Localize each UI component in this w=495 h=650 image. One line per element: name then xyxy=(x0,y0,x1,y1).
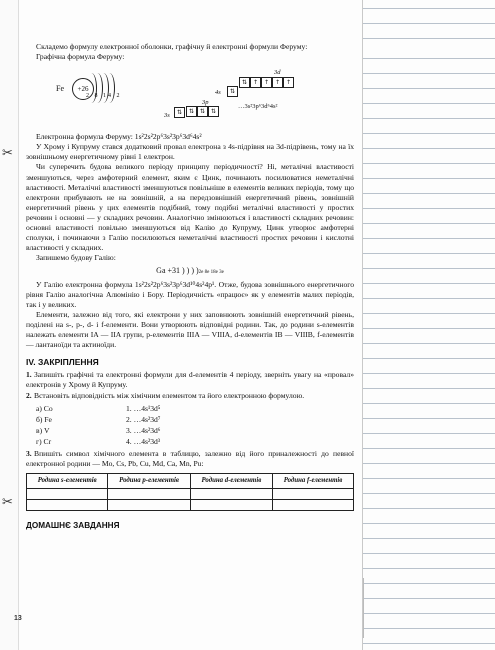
task-number: 1. xyxy=(26,370,32,380)
match-left-item: в) V xyxy=(36,425,50,435)
orbital-label-4s: 4s xyxy=(215,89,221,97)
gallium-structure: Ga +31 ) ) ) ) 2e 8e 18e 3e xyxy=(156,266,224,276)
scissors-icon: ✂ xyxy=(2,495,13,510)
electron-formula-label: Електронна формула Феруму: xyxy=(36,132,135,142)
task-1 xyxy=(26,370,354,390)
iron-diagram xyxy=(26,64,354,128)
atom-symbol: Fe xyxy=(56,84,64,94)
paragraph-gallium: У Галію електронна формула 1s²2s²2p⁶3s²3p⁶3d¹⁰4s²4p¹. Отже, будова зовнішнього енергетичного рівня Галію аналогічна Алюмінію і Бору. Періодичність «працює» як у елементів малих періодів, так і у великих. xyxy=(26,279,354,309)
matching-list xyxy=(36,404,354,447)
table-row xyxy=(27,500,354,511)
orbital-label-3p: 3p xyxy=(202,99,209,107)
table-header-row xyxy=(27,474,354,489)
table-cell[interactable] xyxy=(190,489,272,500)
task-number: 3. xyxy=(26,448,32,458)
paragraph-periodicity: Чи суперечить будова великого періоду принципу періодичності? Ні, металічні властивості зменшуються, через амфотерний елемент, яким є Цинк, починають посилюватися неметалічні властивості. Металічні властивості зменшуються повільніше в елементів великих періодів, тому що електрони прибувають не на зовнішній, а на передзовнішній енергетичний рівень, зовнішній енергетичний рівень у цих елементів подібний, тому подібні металічні властивості у простих речовин і основні — у складних речовин. Аналогічно змінюються і властивості складних речовин: основні властивості повільно зменшуються від Калію до Купруму, Цинк утворює амфотерні сполуки, і починаючи з Галію посилюються неметалічні властивості простих речовин і кислотні властивості у складних. xyxy=(26,162,354,253)
table-cell[interactable] xyxy=(190,500,272,511)
orbital-label-3s: 3s xyxy=(164,112,170,120)
main-content xyxy=(26,42,354,531)
paragraph-gallium-intro: Запишемо будову Галію: xyxy=(36,253,116,263)
table-header: Родина p-елементів xyxy=(108,474,190,489)
task-text: Впишіть символ хімічного елемента в таблицю, залежно від його приналежності до певної електронної родини — Mo, Cs, Pb, Cu, Md, Ca, Mn, Pu: xyxy=(26,448,354,468)
electron-formula: 1s²2s²2p⁶3s²3p⁶3d⁶4s² xyxy=(134,132,202,142)
table-cell[interactable] xyxy=(108,500,190,511)
task-2 xyxy=(26,391,354,401)
match-left-item: б) Fe xyxy=(36,414,52,424)
match-right-item: 1. …4s¹3d⁵ xyxy=(126,403,161,413)
orbital-cell: ⇅ xyxy=(197,106,208,117)
match-left-item: г) Cr xyxy=(36,436,52,446)
orbital-cell: ↑ xyxy=(283,77,294,88)
match-right-item: 4. …4s²3d³ xyxy=(126,436,161,446)
orbital-cell: ↑ xyxy=(250,77,261,88)
task-text: Запишіть графічні та електронні формули для d-елементів 4 періоду, зверніть увагу на «провал» електронів у Хрому й Купруму. xyxy=(26,370,354,390)
match-right-item: 3. …4s²3d⁶ xyxy=(126,425,161,435)
paragraph-cr-cu: У Хрому і Купруму стався додатковий провал електрона з 4s-підрівня на 3d-підрівень, тому на їх зовнішньому енергетичному рівні 1 електрон. xyxy=(26,142,354,162)
task-number: 2. xyxy=(26,391,32,401)
electron-formula-line xyxy=(26,132,354,142)
task-3 xyxy=(26,449,354,469)
page-number: 13 xyxy=(14,615,22,622)
orbital-cell: ↑ xyxy=(272,77,283,88)
table-header: Родина s-елементів xyxy=(27,474,108,489)
homework-heading: ДОМАШНЄ ЗАВДАННЯ xyxy=(26,521,120,531)
table-cell[interactable] xyxy=(27,500,108,511)
table-row xyxy=(27,489,354,500)
table-header: Родина f-елементів xyxy=(273,474,354,489)
orbital-formula-tail: …3s²3p⁶3d⁶4s² xyxy=(238,103,278,111)
task-text: Встановіть відповідність між хімічним елементом та його електронною формулою. xyxy=(34,391,305,401)
table-header: Родина d-елементів xyxy=(190,474,272,489)
match-left-item: а) Co xyxy=(36,403,53,413)
table-cell[interactable] xyxy=(273,489,354,500)
notes-lined-area[interactable] xyxy=(362,0,495,650)
orbital-label-3d: 3d xyxy=(274,69,281,77)
orbital-cell: ↑ xyxy=(261,77,272,88)
match-right-item: 2. …4s²3d⁷ xyxy=(126,414,161,424)
atom-nucleus: +26 xyxy=(72,78,94,100)
table-cell[interactable] xyxy=(108,489,190,500)
gallium-label: Ga +31 xyxy=(156,266,181,276)
families-table xyxy=(26,473,354,511)
orbital-cell: ⇅ xyxy=(227,86,238,97)
gallium-shells: 2e 8e 18e 3e xyxy=(198,270,224,276)
orbital-cell: ⇅ xyxy=(239,77,250,88)
intro-paragraph: Складемо формулу електронної оболонки, графічну й електронні формули Феруму: xyxy=(36,42,308,51)
orbital-cell: ⇅ xyxy=(208,106,219,117)
table-cell[interactable] xyxy=(27,489,108,500)
orbital-cell: ⇅ xyxy=(174,107,185,118)
orbital-cell: ⇅ xyxy=(186,106,197,117)
cut-margin xyxy=(0,0,19,650)
paragraph-families: Елементи, залежно від того, які електрони у них заповнюють зовнішній енергетичний рівень, поділені на s-, p-, d- і f-елементи. Вони утворюють відповідні родини. Так, до родини s-елементів належать елементи IA — IIA групи, p-елементів IIIA — VIIIA, d-елементів IB — VIIIB, f-елементів — лантаноїди та актиноїди. xyxy=(26,309,354,350)
graphic-formula-label: Графічна формула Феруму: xyxy=(36,52,125,62)
shell-counts: 2 8 14 2 xyxy=(86,93,122,100)
edge-line xyxy=(357,578,364,638)
scissors-icon: ✂ xyxy=(2,146,13,161)
table-cell[interactable] xyxy=(273,500,354,511)
section-title: IV. ЗАКРІПЛЕННЯ xyxy=(26,357,99,368)
